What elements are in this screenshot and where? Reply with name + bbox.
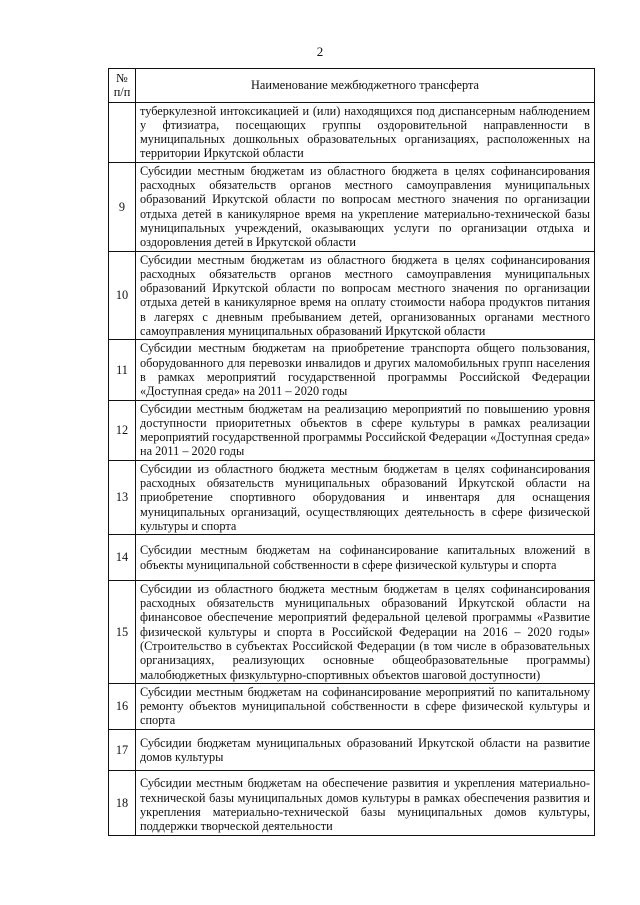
row-text: Субсидии местным бюджетам из областного бюджета в целях софинансирования расходных обязательств органов местного самоуправления муниципальных образований Иркутской области по вопросам местного значения по организации отдыха детей в каникулярное время на оплату стоимости набора продуктов питания в лагерях с дневным пребыванием детей, организованных органами местного самоуправления муниципальных образований Иркутской области — [136, 251, 595, 340]
row-text: Субсидии из областного бюджета местным бюджетам в целях софинансирования расходных обязательств муниципальных образований Иркутской области на финансовое обеспечение мероприятий федеральной целевой программы «Развитие физической культуры и спорта в Российской Федерации на 2016 – 2020 годы» (Строительство в субъектах Российской Федерации (в том числе в образовательных организациях, реализующих основные общеобразовательные программы) малобюджетных физкультурно-спортивных объектов шаговой доступности) — [136, 580, 595, 683]
page-number: 2 — [316, 44, 324, 59]
table-row — [109, 400, 595, 460]
transfers-table — [108, 68, 595, 836]
row-text: Субсидии из областного бюджета местным бюджетам в целях софинансирования расходных обязательств муниципальных образований Иркутской области на приобретение спортивного оборудования и инвентаря для оснащения муниципальных организаций, осуществляющих деятельность в сфере физической культуры и спорта — [136, 460, 595, 534]
row-number: 13 — [109, 460, 136, 534]
table-row — [109, 162, 595, 251]
row-number: 17 — [109, 729, 136, 771]
header-number-label: № п/п — [113, 71, 131, 100]
row-text: Субсидии местным бюджетам на приобретение транспорта общего пользования, оборудованного для перевозки инвалидов и других маломобильных групп населения в рамках мероприятий государственной программы Российской Федерации «Доступная среда» на 2011 – 2020 годы — [136, 340, 595, 400]
table-row — [109, 102, 595, 162]
table-header-row — [109, 69, 595, 103]
table-row — [109, 460, 595, 534]
table-row — [109, 340, 595, 400]
row-text: Субсидии бюджетам муниципальных образований Иркутской области на развитие домов культуры — [136, 729, 595, 771]
row-text: Субсидии местным бюджетам на софинансирование капитальных вложений в объекты муниципальной собственности в сфере физической культуры и спорта — [136, 535, 595, 581]
row-text: Субсидии местным бюджетам на софинансирование мероприятий по капитальному ремонту объектов муниципальной собственности в сфере физической культуры и спорта — [136, 683, 595, 729]
header-number-column — [109, 69, 136, 103]
row-number: 15 — [109, 580, 136, 683]
table-row — [109, 683, 595, 729]
row-number: 12 — [109, 400, 136, 460]
row-text: Субсидии местным бюджетам на реализацию мероприятий по повышению уровня доступности приоритетных объектов в сфере культуры в рамках реализации мероприятий государственной программы Российской Федерации «Доступная среда» на 2011 – 2020 годы — [136, 400, 595, 460]
row-number: 9 — [109, 162, 136, 251]
header-name-label: Наименование межбюджетного трансферта — [251, 78, 479, 93]
table-row — [109, 729, 595, 771]
row-number — [109, 102, 136, 162]
header-name-column — [136, 69, 595, 103]
table-row — [109, 771, 595, 835]
row-number: 10 — [109, 251, 136, 340]
row-number: 14 — [109, 535, 136, 581]
table-row — [109, 251, 595, 340]
row-text: Субсидии местным бюджетам на обеспечение развития и укрепления материально-технической базы муниципальных домов культуры в рамках обеспечения развития и укрепления материально-технической базы муниципальных домов культуры, поддержки творческой деятельности — [136, 771, 595, 835]
row-number: 16 — [109, 683, 136, 729]
table-row — [109, 535, 595, 581]
row-text: туберкулезной интоксикацией и (или) находящихся под диспансерным наблюдением у фтизиатра, посещающих группы оздоровительной направленности в муниципальных дошкольных образовательных организациях, расположенных на территории Иркутской области — [136, 102, 595, 162]
row-number: 11 — [109, 340, 136, 400]
row-text: Субсидии местным бюджетам из областного бюджета в целях софинансирования расходных обязательств органов местного самоуправления муниципальных образований Иркутской области по вопросам местного значения по организации отдыха детей в каникулярное время на укрепление материально-технической базы муниципальных учреждений, оказывающих услуги по организации отдыха и оздоровления детей в Иркутской области — [136, 162, 595, 251]
table-row — [109, 580, 595, 683]
row-number: 18 — [109, 771, 136, 835]
